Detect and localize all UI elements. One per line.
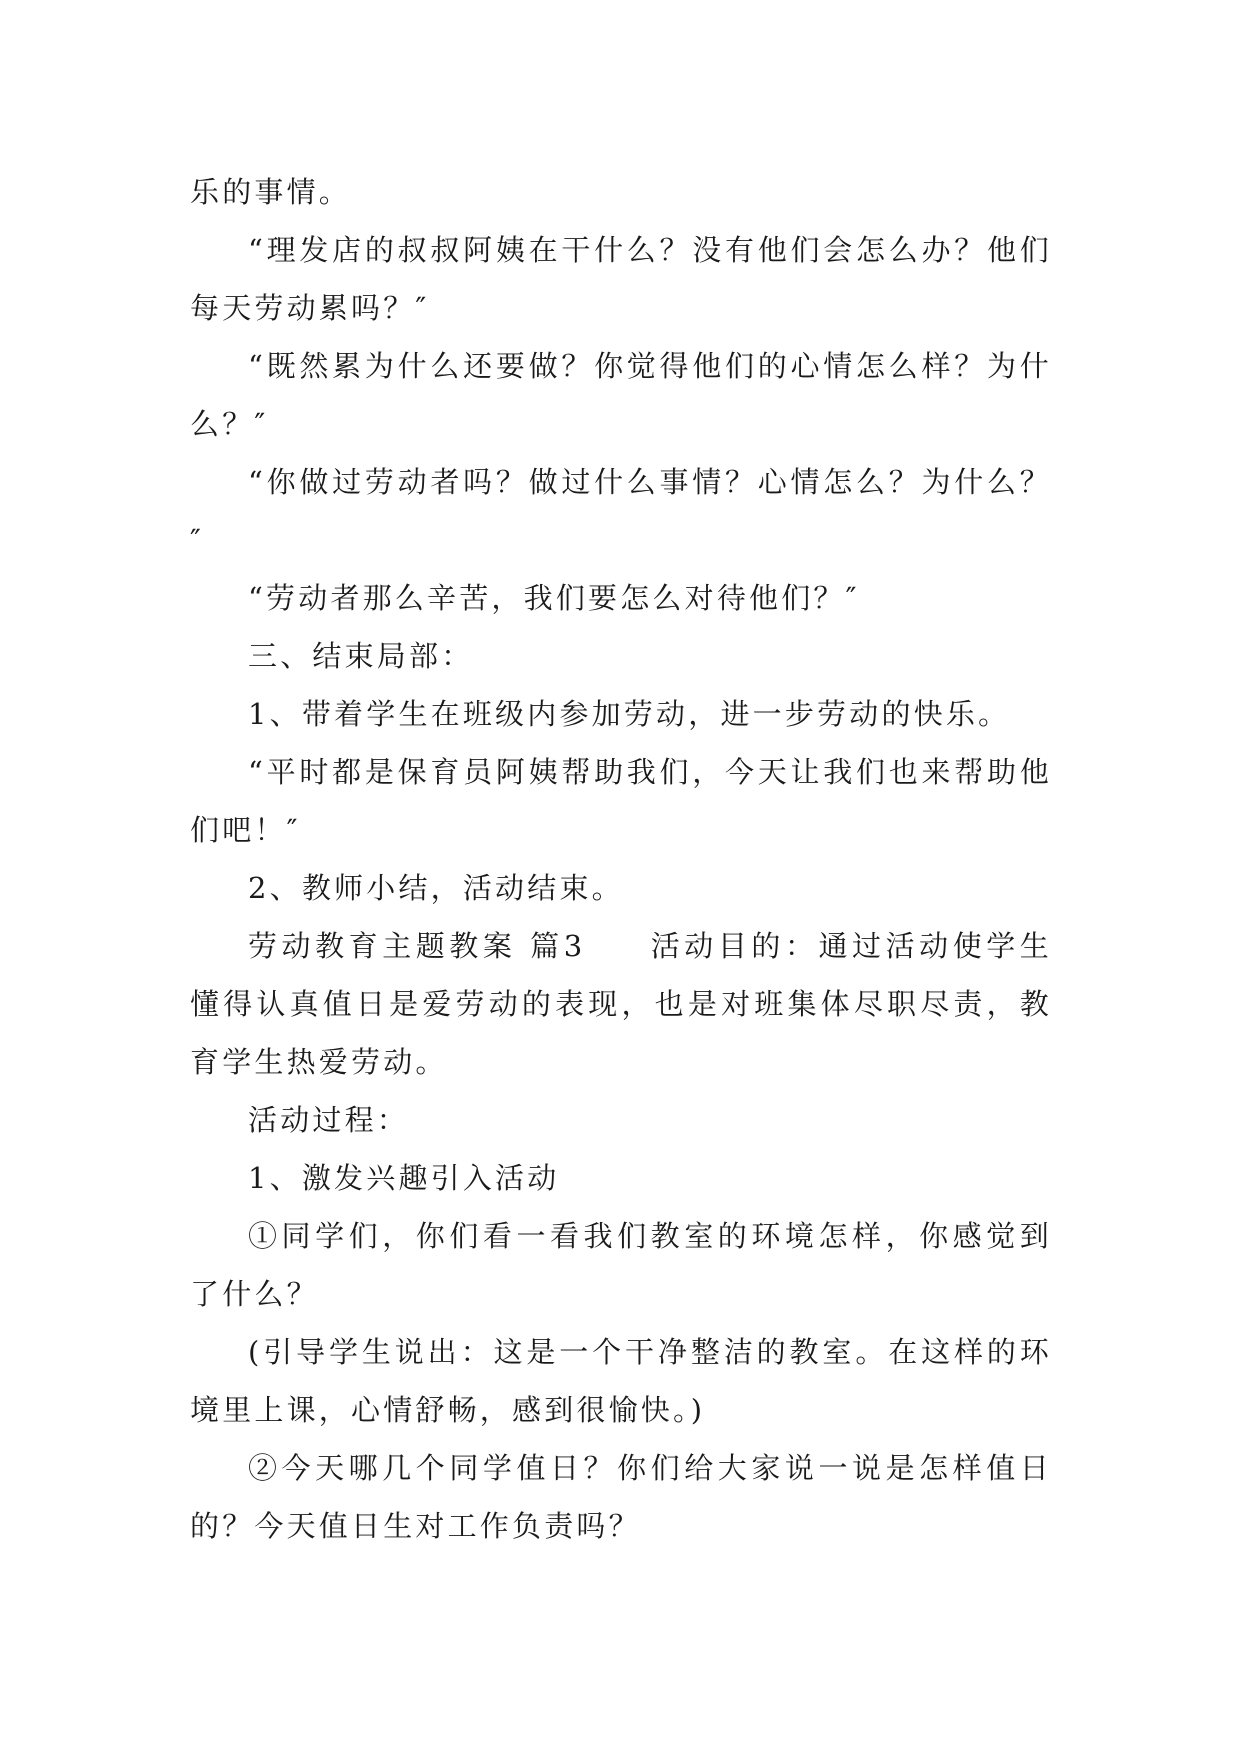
paragraph-help-quote: “平时都是保育员阿姨帮助我们，今天让我们也来帮助他们吧！″: [190, 755, 1052, 847]
section-heading-process: 活动过程：: [248, 1103, 410, 1137]
paragraph-continuation: 乐的事情。: [190, 175, 352, 209]
document-body: [190, 163, 1052, 1555]
paragraph-question-1: ①同学们，你们看一看我们教室的环境怎样，你感觉到了什么？: [190, 1219, 1052, 1311]
paragraph-worker-question: “你做过劳动者吗？做过什么事情？心情怎么？为什么？″: [190, 465, 1052, 557]
section-heading-ending: 三、结束局部：: [248, 639, 474, 673]
lesson-title: 劳动教育主题教案 篇3: [248, 929, 586, 963]
paragraph-step-2: 2、教师小结，活动结束。: [248, 871, 624, 905]
paragraph-question-2: ②今天哪几个同学值日？你们给大家说一说是怎样值日的？今天值日生对工作负责吗？: [190, 1451, 1052, 1543]
paragraph-lesson-3: [190, 917, 1052, 1091]
paragraph-step-1: 1、带着学生在班级内参加劳动，进一步劳动的快乐。: [248, 697, 1011, 731]
paragraph-barbershop-question: “理发店的叔叔阿姨在干什么？没有他们会怎么办？他们每天劳动累吗？″: [190, 233, 1052, 325]
paragraph-treat-question: “劳动者那么辛苦，我们要怎么对待他们？″: [248, 581, 860, 615]
paragraph-process-step-1: 1、激发兴趣引入活动: [248, 1161, 560, 1195]
paragraph-guide-note: (引导学生说出：这是一个干净整洁的教室。在这样的环境里上课，心情舒畅，感到很愉快。): [190, 1335, 1052, 1427]
paragraph-mood-question: “既然累为什么还要做？你觉得他们的心情怎么样？为什么？″: [190, 349, 1052, 441]
activity-goal: 活动目的：通过活动使学生懂得认真值日是爱劳动的表现，也是对班集体尽职尽责，教育学生热爱劳动。: [190, 929, 1053, 1079]
